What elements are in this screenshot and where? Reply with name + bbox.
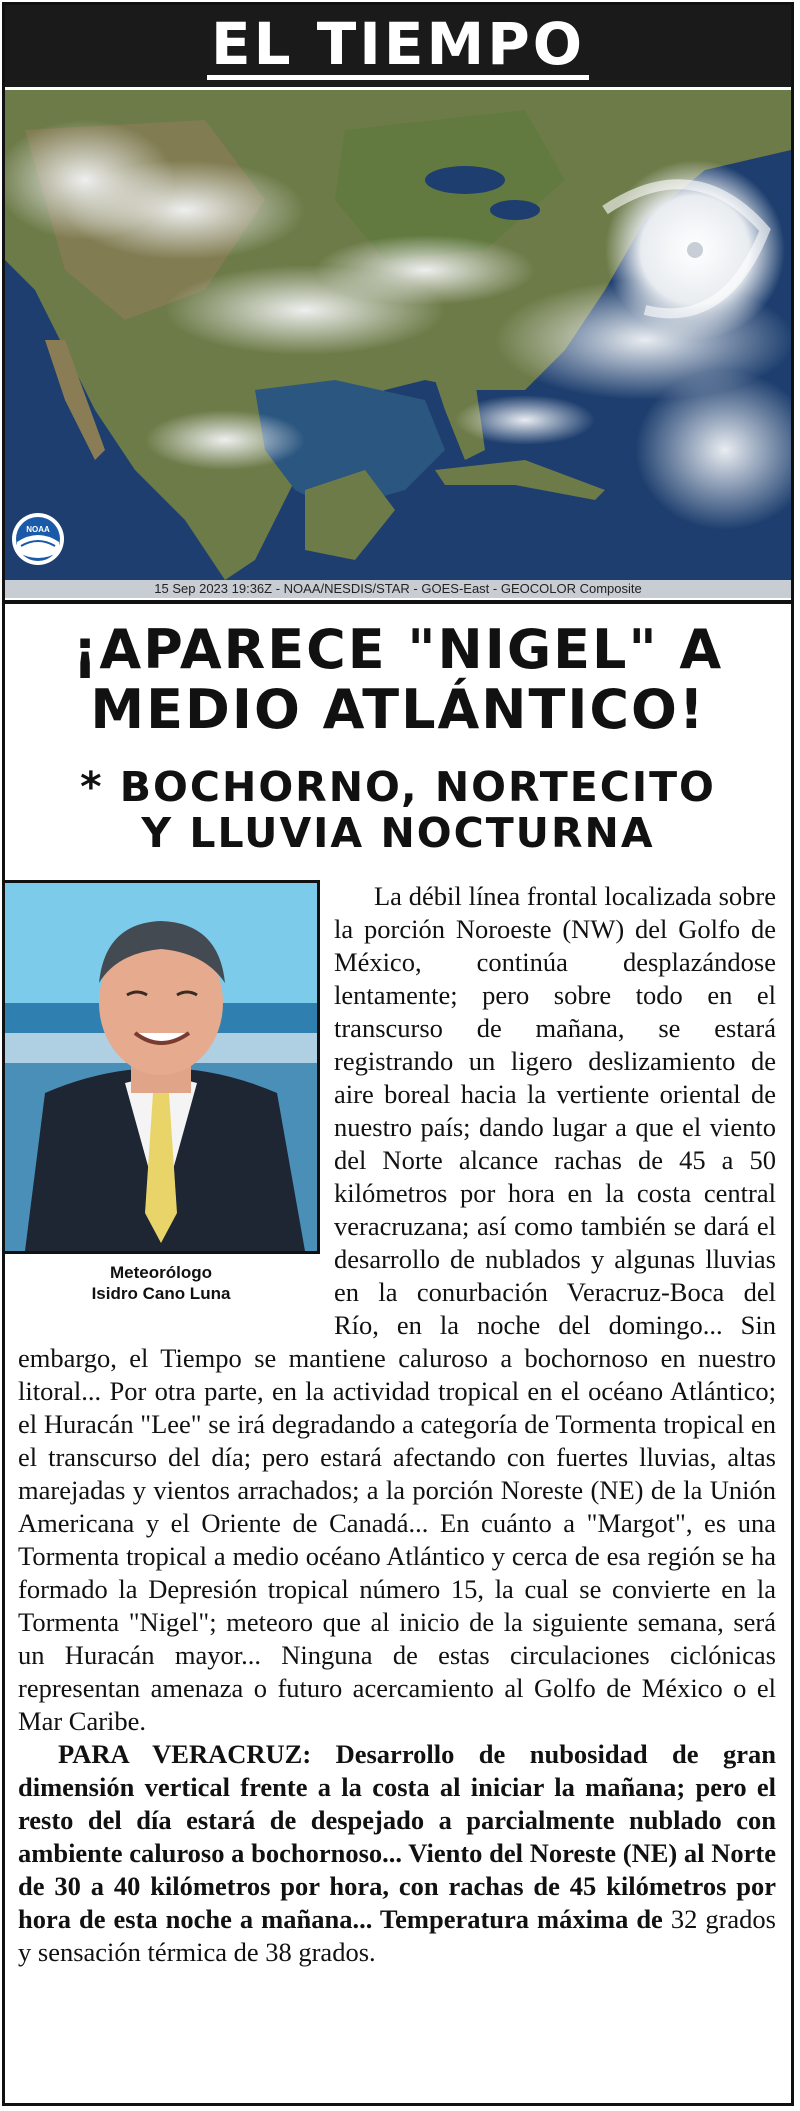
forecast-tail-text: 32 grados y sensación térmica de 38 grados. (18, 1904, 776, 1967)
satellite-caption: 15 Sep 2023 19:36Z - NOAA/NESDIS/STAR - GOES-East - GEOCOLOR Composite (5, 580, 791, 598)
forecast-lead: PARA VERACRUZ: (58, 1739, 312, 1769)
section-header (5, 5, 791, 87)
author-title: Meteorólogo (110, 1263, 212, 1282)
subheadline (10, 764, 786, 856)
satellite-image (5, 90, 791, 598)
noaa-logo-text: NOAA (26, 525, 50, 534)
headline-line-2: MEDIO ATLÁNTICO! (90, 678, 706, 741)
headline (10, 620, 786, 740)
author-caption (2, 1262, 320, 1304)
article-paragraph-1: La débil línea frontal localizada sobre la porción Noroeste (NW) del Golfo de México, continúa desplazándose lentamente; pero sobre todo en el transcurso de mañana, se estará registrando un ligero deslizamiento de aire boreal hacia la vertiente oriental de nuestro país; dando lugar a que el viento del Norte alcance rachas de 45 a 50 kilómetros por hora en la costa central veracruzana; así como también se dará el desarrollo de nublados y algunas lluvias en la conurbación Veracruz-Boca del Río, en la noche del domingo... Sin embargo, el Tiempo se mantiene caluroso a bochornoso en nuestro litoral... Por otra parte, en la actividad tropical en el océano Atlántico; el Huracán "Lee" se irá degradando a categoría de Tormenta tropical en el transcurso del día; pero estará afectando con fuertes lluvias, altas marejadas y vientos arrachados; a la porción Noreste (NE) de la Unión Americana y el Oriente de Canadá... En cuánto a "Margot", es una Tormenta tropical a medio océano Atlántico y cerca de esa región se ha formado la Depresión tropical número 15, la cual se convierte en la Tormenta "Nigel"; meteoro que al inicio de la siguiente semana, será un Huracán mayor... Ninguna de estas circulaciones ciclónicas representan amenaza o futuro acercamiento al Golfo de México o el Mar Caribe. (18, 881, 776, 1736)
author-photo (2, 880, 320, 1254)
noaa-logo-icon (11, 512, 65, 566)
section-title: EL TIEMPO (207, 13, 589, 80)
author-photo-block (2, 880, 320, 1313)
portrait-image (5, 883, 317, 1251)
article-body (18, 880, 776, 1969)
satellite-map (5, 90, 791, 598)
subheadline-line-2: Y LLUVIA NOCTURNA (141, 809, 655, 857)
author-name: Isidro Cano Luna (91, 1284, 231, 1303)
article-paragraph-2 (18, 1738, 776, 1969)
headline-line-1: ¡APARECE "NIGEL" A (72, 618, 724, 681)
subheadline-line-1: * BOCHORNO, NORTECITO (80, 763, 716, 811)
section-divider (5, 600, 791, 604)
forecast-bold-text: Desarrollo de nubosidad de gran dimensión vertical frente a la costa al iniciar la mañana; pero el resto del día estará de despejado a parcialmente nublado con ambiente caluroso a bochornoso... Viento del Noreste (NE) al Norte de 30 a 40 kilómetros por hora, con rachas de 45 kilómetros por hora de esta noche a mañana... Temperatura máxima de (18, 1739, 776, 1934)
